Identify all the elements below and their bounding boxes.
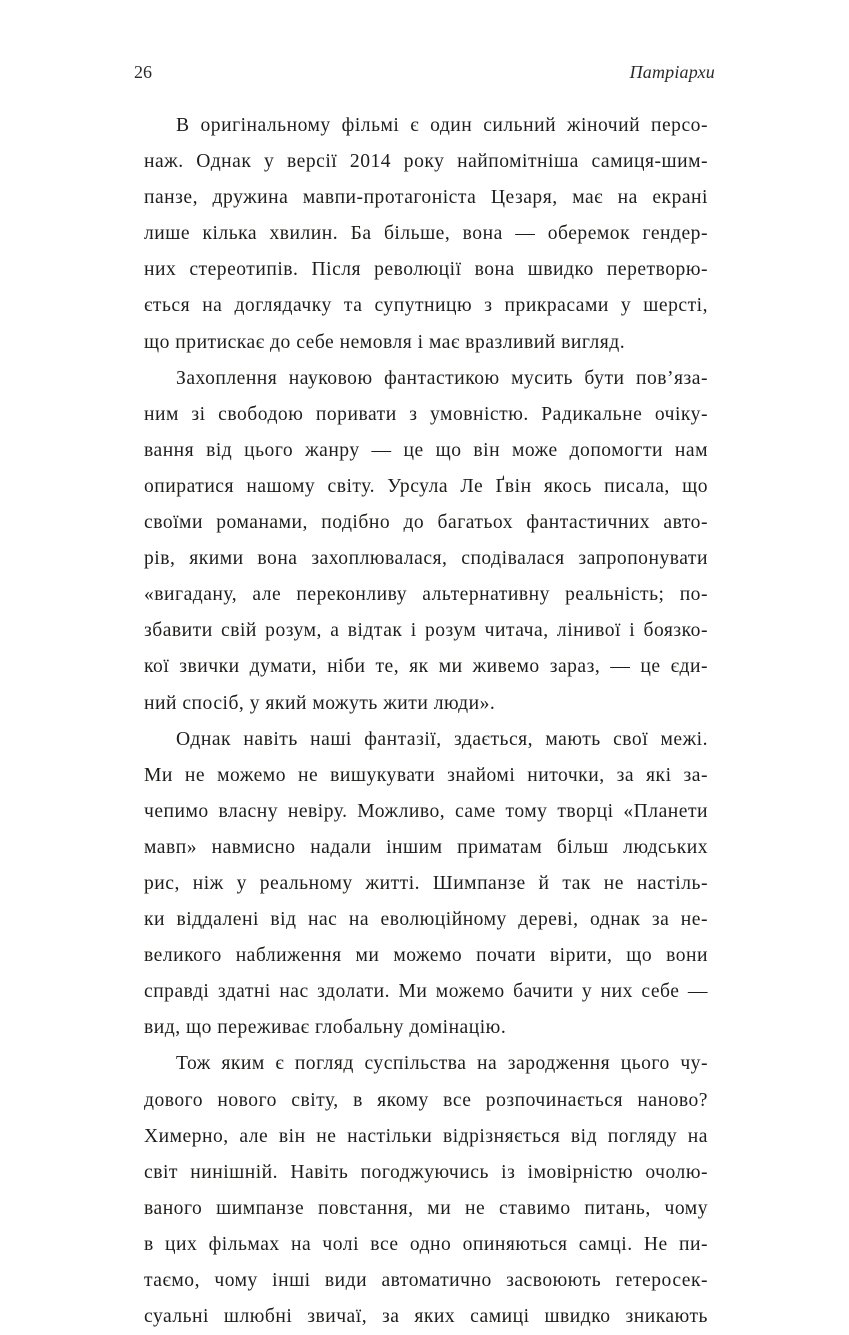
text-line: В оригінальному фільмі є один сильний жіночий персо- [176, 115, 708, 136]
text-line: рів, якими вона захоплювалася, сподівалася запропонувати [144, 548, 708, 570]
text-line: вид, що переживає глобальну домінацію. [144, 1017, 507, 1039]
text-line: суальні шлюбні звичаї, за яких самиці швидко зникають [144, 1306, 708, 1328]
text-line: мавп» навмисно надали іншим приматам більш людських [144, 836, 708, 858]
text-line: таємо, чому інші види автоматично засвоюють гетеросек- [144, 1270, 708, 1291]
text-line: в цих фільмах на чолі все одно опиняються самці. Не пи- [144, 1233, 708, 1255]
text-line: ки віддалені від нас на еволюційному дереві, однак за не- [144, 909, 708, 931]
text-line: кої звички думати, ніби те, як ми живемо зараз, — це єди- [144, 656, 708, 678]
text-line: Тож яким є погляд суспільства на зародження цього чу- [176, 1053, 708, 1075]
text-line: Химерно, але він не настільки відрізняється від погляду на [144, 1125, 708, 1147]
text-line: «вигадану, але переконливу альтернативну реальність; по- [144, 584, 708, 606]
text-line: панзе, дружина мавпи-протагоніста Цезаря, має на екрані [144, 187, 708, 209]
running-head [134, 62, 715, 88]
text-line: них стереотипів. Після революції вона швидко перетворю- [144, 259, 708, 281]
text-line: ним зі свободою поривати з умовністю. Радикальне очіку- [144, 403, 708, 425]
running-title: Патріархи [629, 62, 715, 82]
text-line: своїми романами, подібно до багатьох фантастичних авто- [144, 512, 708, 534]
text-line: Захоплення науковою фантастикою мусить бути пов’яза- [176, 367, 708, 389]
text-line: дового нового світу, в якому все розпочинається наново? [144, 1089, 708, 1111]
text-line: Ми не можемо не вишукувати знайомі ниточки, за які за- [144, 764, 708, 786]
text-line: світ нинішній. Навіть погоджуючись із імовірністю очолю- [144, 1161, 708, 1183]
text-line: ний спосіб, у який можуть жити люди». [144, 692, 496, 714]
text-line: великого наближення ми можемо почати вірити, що вони [144, 945, 708, 967]
text-line: збавити свій розум, а відтак і розум читача, лінивої і боязко- [144, 620, 708, 642]
text-line: справді здатні нас здолати. Ми можемо бачити у них себе — [144, 981, 708, 1003]
text-line: наж. Однак у версії 2014 року найпомітніша самиця-шим- [144, 151, 708, 173]
text-line: лише кілька хвилин. Ба більше, вона — оберемок гендер- [144, 223, 708, 245]
text-line: опиратися нашому світу. Урсула Ле Ґвін якось писала, що [144, 475, 708, 497]
text-line: що притискає до себе немовля і має вразливий вигляд. [144, 331, 626, 353]
text-line: ваного шимпанзе повстання, ми не ставимо питань, чому [144, 1197, 708, 1219]
text-line: ється на доглядачку та супутницю з прикрасами у шерсті, [144, 295, 708, 317]
text-line: чепимо власну невіру. Можливо, саме тому творці «Планети [144, 800, 708, 822]
body-text [144, 108, 708, 1335]
text-line: рис, ніж у реальному житті. Шимпанзе й так не настіль- [144, 872, 708, 894]
text-line: вання від цього жанру — це що він може допомогти нам [144, 439, 708, 461]
page-number: 26 [134, 62, 152, 82]
text-line: Однак навіть наші фантазії, здається, мають свої межі. [176, 728, 708, 750]
